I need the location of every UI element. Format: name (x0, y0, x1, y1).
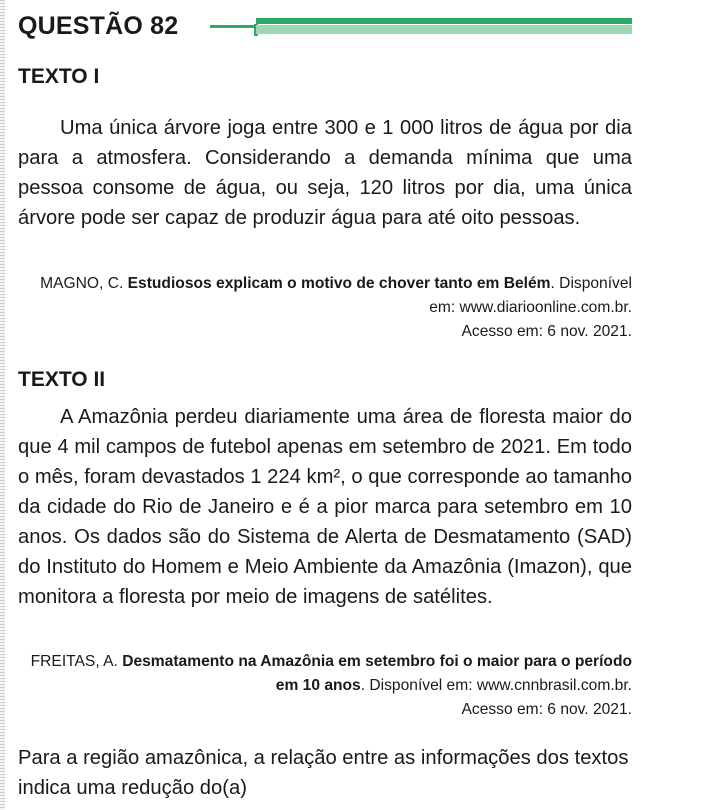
texto1-body-text: Uma única árvore joga entre 300 e 1 000 litros de água por dia para a atmosfera. Considerando a demanda mínima que uma pessoa consome de água, ou seja, 120 litros por dia, uma única árvore pode ser capaz de produzir água para até oito pessoas. (18, 117, 632, 229)
question-number: QUESTÃO 82 (18, 12, 179, 40)
question-page (18, 0, 632, 799)
texto2-source-access: Acesso em: 6 nov. 2021. (461, 701, 632, 718)
page-spine (0, 0, 5, 810)
question-header (18, 0, 632, 56)
texto2-source-rest: . Disponível em: www.cnnbrasil.com.br. (360, 677, 632, 694)
texto1-source-access: Acesso em: 6 nov. 2021. (461, 323, 632, 340)
texto2-source-title: Desmatamento na Amazônia em setembro foi o maior para o período em 10 anos (122, 653, 632, 694)
texto2-source-author: FREITAS, A. (30, 653, 123, 670)
texto2-body-text: A Amazônia perdeu diariamente uma área de floresta maior do que 4 mil campos de futebol apenas em setembro de 2021. Em todo o mês, foram devastados 1 224 km², o que corresponde ao tamanho da cidade do Rio de Janeiro e é a pior marca para setembro em 10 anos. Os dados são do Sistema de Alerta de Desmatamento (SAD) do Instituto do Homem e Meio Ambiente da Amazônia (Imazon), que monitora a floresta por meio de imagens de satélites. (18, 406, 632, 608)
texto2-source (18, 650, 632, 722)
texto1-source (18, 272, 632, 344)
texto1-title: TEXTO I (18, 65, 100, 88)
texto1-source-rest: . Disponível em: www.diarioonline.com.br. (429, 275, 632, 316)
texto2-body (18, 402, 632, 612)
texto2-title: TEXTO II (18, 368, 106, 391)
texto1-source-title: Estudiosos explicam o motivo de chover tanto em Belém (127, 275, 551, 292)
question-prompt: Para a região amazônica, a relação entre as informações dos textos indica uma redução do(a) (18, 747, 629, 799)
texto1-source-author: MAGNO, C. (40, 275, 128, 292)
header-decorative-rule (210, 18, 632, 36)
texto1-body (18, 113, 632, 233)
